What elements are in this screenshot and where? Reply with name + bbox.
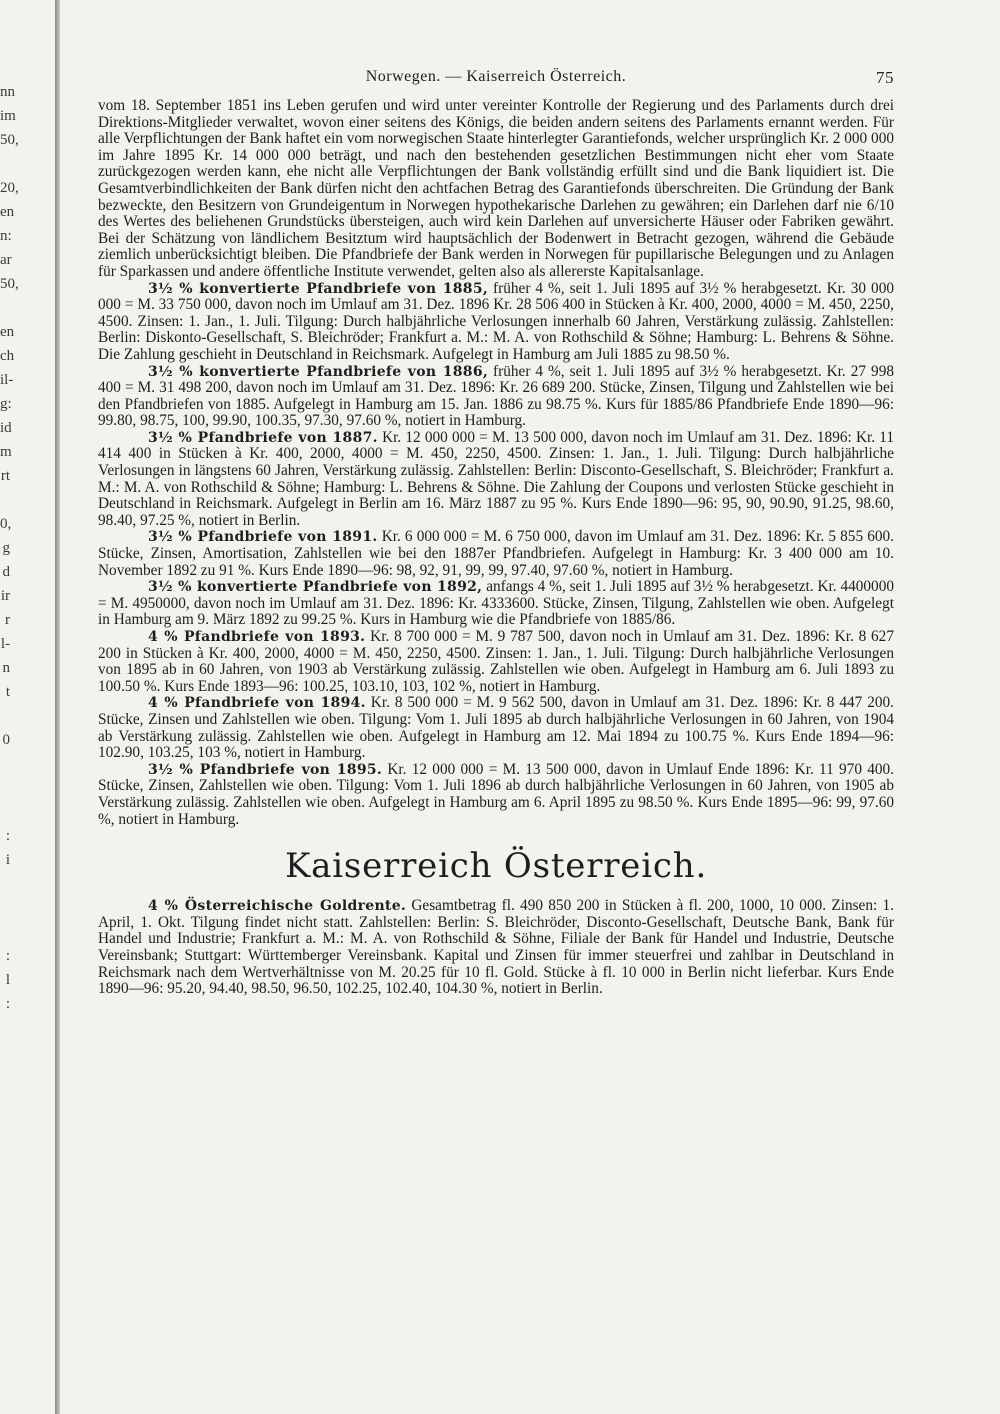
gutter-fragment: i [5,852,10,868]
norway-entry-body: Kr. 12 000 000 = M. 13 500 000, davon in Umlauf Ende 1896: Kr. 11 970 400. Stücke, Zinsen, Zahlstellen wie oben. Tilgung: Vom 1. Juli 1896 ab durch halbjährliche Verlosungen in 60 Jahren, von 1905 ab Verstärkung zulässig. Zahlstellen wie oben. Aufgelegt in Hamburg am 6. April 1895 zu 98.50 %. Kurs Ende 1895—96: 99, 97.60 %, notiert in Hamburg. [98,760,895,828]
gutter-fragment: il- [0,372,14,388]
gutter-fragment: d [2,564,10,580]
norway-entry-title: 3½ % konvertierte Pfandbriefe von 1886, [148,363,489,380]
gutter-fragment: 0, [0,516,12,532]
norway-entry-body: anfangs 4 %, seit 1. Juli 1895 auf 3½ % herabgesetzt. Kr. 4400000 = M. 4950000, davon noch im Umlauf am 31. Dez. 1896: Kr. 4333600. Stücke, Zinsen, Tilgung, Zahlstellen wie oben. Aufgelegt in Hamburg am 9. März 1892 zu 99.25 %. Kurs in Hamburg wie die Pfandbriefe von 1885/86. [98,578,894,629]
gutter-fragment [0,776,50,800]
austria-entry-body: Gesamtbetrag fl. 490 850 200 in Stücken à fl. 200, 1000, 10 000. Zinsen: 1. April, 1. Okt. Tilgung findet nicht statt. Zahlstellen: Berlin: S. Bleichröder, Disconto-Gesellschaft, Deutsche Bank, Bank für Handel und Industrie; Frankfurt a. M.: M. A. von Rothschild & Söhne, Filiale der Bank für Handel und Industrie, Deutsche Vereinsbank; Stuttgart: Württemberger Vereinsbank. Kapital und Zinsen für immer steuerfrei und zahlbar in Deutschland in Reichsmark nach dem Wertverhältnisse von M. 20.25 für 10 fl. Gold. Stücke à fl. 10 000 in Berlin nicht lieferbar. Kurs Ende 1890—96: 95.20, 94.40, 98.50, 96.50, 102.25, 102.40, 104.30 %, notiert in Berlin. [98,897,894,998]
gutter-fragment [0,488,50,512]
austria-entry [98,898,894,998]
norway-entry [98,529,894,579]
norway-entry [98,281,894,364]
gutter-fragment: ar [0,252,12,268]
gutter-fragment [0,920,50,944]
gutter-fragment: : [5,948,10,964]
norway-entry-body: früher 4 %, seit 1. Juli 1895 auf 3½ % herabgesetzt. Kr. 30 000 000 = M. 33 750 000, davon noch im Umlauf am 31. Dez. 1896 Kr. 28 506 400 in Stücken à Kr. 400, 2000, 4000 = M. 450, 2250, 4500. Zinsen: 1. Jan., 1. Juli. Tilgung: Durch halbjährliche Verlosungen innerhalb 60 Jahren, Verstärkung zulässig. Zahlstellen: Berlin: Diskonto-Gesellschaft, S. Bleichröder; Frankfurt a. M.: M. A. von Rothschild & Söhne; Hamburg: L. Behrens & Söhne. Die Zahlung geschieht in Deutschland in Reichsmark. Aufgelegt in Hamburg am Juli 1885 zu 98.50 %. [98,279,894,363]
norway-entry-body: Kr. 8 500 000 = M. 9 562 500, davon in Umlauf am 31. Dez. 1896: Kr. 8 447 200. Stücke, Zinsen und Zahlstellen wie oben. Tilgung: Vom 1. Juli 1895 ab durch halbjährliche Verlosungen in 60 Jahren, von 1904 ab Verstärkung zulässig. Zahlstellen wie oben. Aufgelegt in Hamburg am 12. Mai 1894 zu 100.75 %. Kurs Ende 1894—96: 102.90, 103.25, 103 %, notiert in Hamburg. [98,694,894,762]
norway-entry [98,579,894,629]
gutter-fragment [0,296,50,320]
norway-entry [98,629,894,695]
austria-section [98,898,894,998]
gutter-fragment: l [5,972,10,988]
gutter-fragment [0,800,50,824]
gutter-fragment: t [5,684,10,700]
gutter-fragment: l- [0,636,10,652]
norway-entry-title: 3½ % Pfandbriefe von 1887. [148,429,378,446]
page-number: 75 [876,68,894,87]
gutter-fragment: 20, [0,180,19,196]
gutter-fragment: rt [0,468,10,484]
norway-entry [98,364,894,430]
section-title-austria: Kaiserreich Österreich. [284,846,708,887]
norway-entry-body: Kr. 12 000 000 = M. 13 500 000, davon noch im Umlauf am 31. Dez. 1896: Kr. 11 414 400 in Stücken à Kr. 400, 2000, 4000 = M. 450, 2250, 4500. Zinsen: 1. Jan., 1. Juli. Tilgung: Durch halbjährliche Verlosungen in längstens 60 Jahren, Verstärkung zulässig. Zahlstellen: Berlin: Disconto-Gesellschaft, S. Bleichröder; Frankfurt a. M.: M. A. von Rothschild & Söhne; Hamburg: L. Behrens & Söhne. Die Zahlung der Coupons und verlosten Stücke geschieht in Deutschland in Reichsmark. Aufgelegt in Berlin am 16. März 1887 zu 95 %. Kurs Ende 1890—96: 95, 90, 90.90, 91.25, 98.60, 98.40, 97.25 %, notiert in Berlin. [98,428,895,529]
document-page [98,68,894,998]
gutter-fragment [0,152,50,176]
norway-entry [98,695,894,761]
gutter-fragment: n [2,660,10,676]
norway-entry-body: Kr. 6 000 000 = M. 6 750 000, davon im Umlauf am 31. Dez. 1896: Kr. 5 855 600. Stücke, Zinsen, Amortisation, Zahlstellen wie bei den 1887er Pfandbriefen. Aufgelegt in Hamburg: Kr. 3 400 000 am 10. November 1892 zu 91 %. Kurs Ende 1890—96: 98, 92, 91, 99, 99, 97.40, 97.60 %, notiert in Hamburg. [98,528,894,579]
header-title: Norwegen. — Kaiserreich Österreich. [365,68,627,85]
gutter-fragment: g: [0,396,12,412]
gutter-fragment: ir [0,588,10,604]
norway-entry-body: Kr. 8 700 000 = M. 9 787 500, davon noch in Umlauf am 31. Dez. 1896: Kr. 8 627 200 in Stücken à Kr. 400, 2000, 4000 = M. 450, 2250, 4500. Zinsen: 1. Jan., 1. Juli. Tilgung: Durch halbjährliche Verlosungen von 1895 ab in 60 Jahren, von 1903 ab Verstärkung zulässig. Zahlstellen wie oben. Aufgelegt in Hamburg am 6. Juli 1893 zu 100.50 %. Kurs Ende 1893—96: 100.25, 103.10, 103, 102 %, notiert in Hamburg. [98,628,894,695]
norway-entry-title: 4 % Pfandbriefe von 1893. [148,629,366,645]
gutter-fragment: en [0,324,15,340]
gutter-fragment: : [5,996,10,1012]
norway-entry-title: 3½ % konvertierte Pfandbriefe von 1892, [148,579,483,596]
previous-page-gutter [0,80,50,1180]
norway-intro-paragraph: vom 18. September 1851 ins Leben gerufen und wird unter vereinter Kontrolle der Regierung und des Parlaments durch drei Direktions-Mitglieder verwaltet, wovon einer seitens des Königs, die beiden andern seitens des Parlaments ernannt werden. Für alle Verpflichtungen der Bank haftet ein vom norwegischen Staate hinterlegter Garantiefonds, welcher ursprünglich Kr. 2 000 000 im Jahre 1895 Kr. 14 000 000 beträgt, und nach den bestehenden gesetzlichen Bestimmungen nicht eher vom Staate zurückgezogen werden kann, ehe nicht alle Verpflichtungen der Bank vollständig erfüllt sind und die Bank liquidiert ist. Die Gesamtverbindlichkeiten der Bank dürfen nicht den achtfachen Betrag des Garantiefonds überschreiten. Die Gründung der Bank bezweckte, den Besitzern von Grundeigentum in Norwegen hypothekarische Darlehen zu gewähren; ein Darlehen darf nie 6/10 des Wertes des beliehenen Grundstücks übersteigen, auch wird kein Darlehen auf unversicherte Häuser oder Fabriken gewährt. Bei der Schätzung von ländlichem Besitztum wird hauptsächlich der Bodenwert in Betracht gezogen, während die Gebäude ziemlich unberücksichtigt bleiben. Die Pfandbriefe der Bank werden in Norwegen für pupillarische Belegungen und zu Anlagen für Sparkassen und andere öffentliche Institute verwendet, gelten also als allererste Kapitalsanlage. [98,97,894,280]
norway-entry-title: 3½ % Pfandbriefe von 1895. [148,761,383,778]
norway-entry-title: 3½ % Pfandbriefe von 1891. [148,529,378,546]
gutter-fragment: : [5,828,10,844]
gutter-fragment: n: [0,228,12,244]
gutter-fragment: id [0,420,12,436]
austria-entry-title: 4 % Österreichische Goldrente. [148,898,407,915]
norway-entry-title: 3½ % konvertierte Pfandbriefe von 1885, [148,280,489,297]
scan-binding-edge [55,0,60,1414]
gutter-fragment: r [5,612,10,628]
gutter-fragment: 50, [0,132,19,148]
norway-entry-body: früher 4 %, seit 1. Juli 1895 auf 3½ % herabgesetzt. Kr. 27 998 400 = M. 31 498 200, davon noch im Umlauf am 31. Dez. 1896: Kr. 26 689 200. Stücke, Zinsen, Tilgung und Zahlstellen wie bei den Pfandbriefen von 1885. Aufgelegt in Hamburg am 15. Jan. 1886 zu 98.75 %. Kurs für 1885/86 Pfandbriefe Ende 1890—96: 99.80, 98.75, 100, 99.90, 100.35, 97.30, 97.60 %, notiert in Hamburg. [98,362,894,430]
running-header [98,68,894,98]
gutter-fragment [0,704,50,728]
austria-entries [98,898,894,998]
norway-entry [98,762,894,828]
gutter-fragment: ch [0,348,15,364]
gutter-fragment [0,752,50,776]
gutter-fragment: nn [0,84,15,100]
norway-section [98,98,894,828]
gutter-fragment: im [0,108,16,124]
gutter-fragment: g [2,540,10,556]
gutter-fragment: 50, [0,276,19,292]
norway-entry-title: 4 % Pfandbriefe von 1894. [148,695,366,712]
gutter-fragment: m [0,444,12,460]
gutter-fragment: 0 [2,732,10,748]
norway-entries [98,281,894,829]
gutter-fragment [0,896,50,920]
gutter-fragment [0,872,50,896]
norway-entry [98,430,894,530]
gutter-fragment: en [0,204,15,220]
